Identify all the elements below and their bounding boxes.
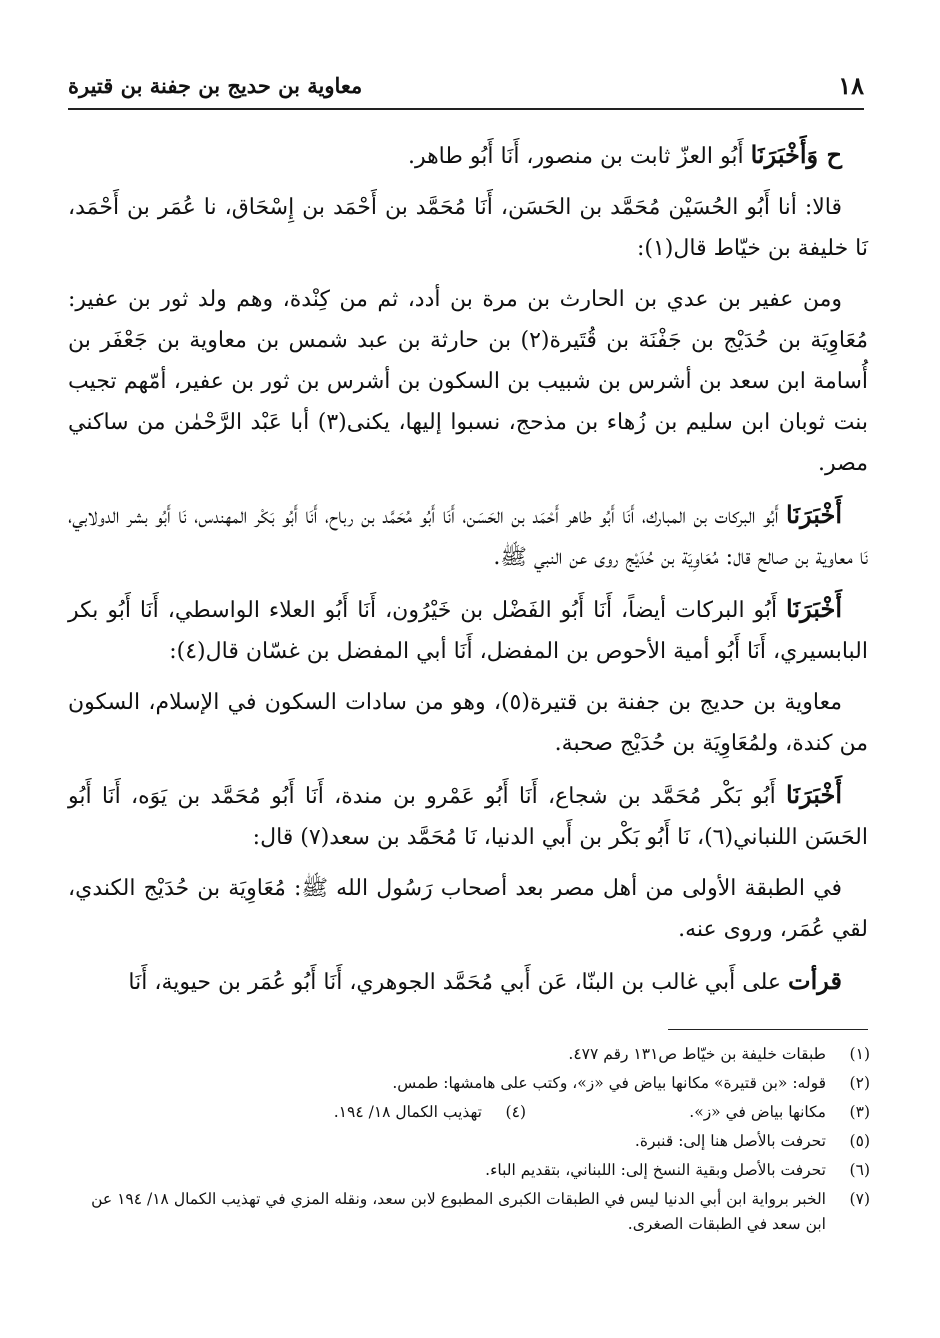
footnote-text: طبقات خليفة بن خيّاط ص١٣١ رقم ٤٧٧. — [568, 1045, 826, 1063]
footnote-text: تهذيب الكمال ١٨/ ١٩٤. — [333, 1103, 482, 1121]
footnote-number: (٣) — [849, 1103, 870, 1121]
footnote-number: (٤) — [505, 1103, 526, 1121]
footnote-text: تحرفت بالأصل وبقية النسخ إلى: اللبناني، بتقديم الباء. — [485, 1161, 826, 1179]
paragraph-5-lead: أَخْبَرَنَا — [786, 594, 843, 623]
paragraph-9-text: على أَبي غالب بن البنّا، عَن أَبي مُحَمَّد الجوهري، أَنَا أَبُو عُمَر بن حيوية، أَنَا — [128, 970, 789, 995]
footnote-5 — [70, 1129, 870, 1154]
paragraph-4-text: أَبُو البركات بن المبارك، أَنَا أَبُو طاهر أَحْمَد بن الحَسَن، أَنَا أَبُو مُحَمَّد بن رباح، أَنَا أَبُو بَكْر المهندس، نَا أَبُو بشر الدولابي، نَا معاوية بن صالح قال: مُعَاوِيَة بن حُدَيْج روى عن النبي ﷺ. — [68, 504, 868, 570]
paragraph-9-lead: قرأت — [788, 966, 842, 995]
paragraph-1-lead: ح وَأَخْبَرَنَا — [750, 140, 842, 169]
paragraph-7-lead: أَخْبَرَنَا — [786, 780, 842, 809]
paragraph-6: معاوية بن حديج بن جفنة بن قتيرة(٥)، وهو من سادات السكون في الإسلام، السكون من كندة، ولمُعَاوِيَة بن حُدَيْج صحبة. — [68, 690, 868, 756]
paragraph-8: في الطبقة الأولى من أهل مصر بعد أصحاب رَسُول الله ﷺ: مُعَاوِيَة بن حُدَيْج الكندي، لقي عُمَر، وروى عنه. — [68, 876, 868, 942]
footnote-text: الخبر برواية ابن أبي الدنيا ليس في الطبقات الكبرى المطبوع لابن سعد، ونقله المزي في تهذيب الكمال ١٨/ ١٩٤ عن ابن سعد في الطبقات الصغرى. — [91, 1190, 826, 1233]
footnotes — [70, 1042, 870, 1241]
paragraph-2: قالا: أنا أَبُو الحُسَيْن مُحَمَّد بن الحَسَن، أَنَا مُحَمَّد بن أَحْمَد بن إِسْحَاق، نا عُمَر بن أَحْمَد، نَا خليفة بن خيّاط قال(١): — [68, 195, 868, 261]
page-header — [68, 60, 864, 110]
footnote-1 — [70, 1042, 870, 1067]
paragraph-4-lead: أَخْبَرَنَا — [786, 500, 842, 529]
footnote-number: (٢) — [849, 1074, 870, 1092]
footnote-3-4-row — [70, 1100, 870, 1125]
paragraph-3: ومن عفير بن عدي بن الحارث بن مرة بن أدد، ثم من كِنْدة، وهم ولد ثور بن عفير: مُعَاوِيَة بن حُدَيْج بن جَفْنَة بن قُتَيرة(٢) بن حارثة بن عبد شمس بن معاوية بن جَعْفَر بن أُسامة ابن سعد بن أشرس بن شبيب بن السكون بن أشرس بن ثور بن عفير، أمّهم تجيب بنت ثوبان ابن سليم بن زُهاء بن مذحج، نسبوا إليها، يكنى(٣) أبا عَبْد الرَّحْمٰن من ساكني مصر. — [68, 287, 869, 476]
footnote-2 — [70, 1071, 870, 1096]
paragraph-4 — [68, 494, 868, 578]
footnote-number: (١) — [849, 1045, 870, 1063]
running-title: معاوية بن حديج بن جفنة بن قتيرة — [68, 73, 363, 98]
footnote-separator — [668, 1029, 868, 1030]
paragraph-7 — [68, 774, 868, 858]
paragraph-1 — [68, 134, 868, 177]
page-number: ١٨ — [838, 71, 864, 100]
paragraph-7-text: أَبُو بَكْر مُحَمَّد بن شجاع، أَنَا أَبُو عَمْرو بن مندة، أَنَا أَبُو مُحَمَّد بن يَوَه، أَنَا أَبُو الحَسَن اللنباني(٦)، نَا أَبُو بَكْر بن أَبي الدنيا، نَا مُحَمَّد بن سعد(٧) قال: — [68, 784, 868, 850]
footnote-text: مكانها بياض في «ز». — [689, 1103, 826, 1121]
paragraph-1-text: أَبُو العزّ ثابت بن منصور، أَنَا أَبُو طاهر. — [407, 144, 751, 169]
footnote-number: (٦) — [849, 1161, 870, 1179]
footnote-7 — [70, 1187, 870, 1237]
paragraph-9 — [68, 960, 868, 1003]
footnote-6 — [70, 1158, 870, 1183]
paragraph-5-text: أَبُو البركات أيضاً، أَنَا أَبُو الفَضْل بن خَيْرُون، أَنَا أَبُو العلاء الواسطي، أَنَا أَبُو بكر البابسيري، أَنَا أَبُو أمية الأحوص بن المفضل، أَنَا أبي المفضل بن غسّان قال(٤): — [68, 598, 868, 664]
paragraph-5 — [68, 588, 868, 672]
footnote-number: (٥) — [849, 1132, 870, 1150]
footnote-text: قوله: «بن قتيرة» مكانها بياض في «ز»، وكتب على هامشها: طمس. — [392, 1074, 826, 1092]
footnote-text: تحرفت بالأصل هنا إلى: قنبرة. — [634, 1132, 826, 1150]
footnote-number: (٧) — [849, 1190, 870, 1208]
main-text — [68, 134, 868, 1013]
